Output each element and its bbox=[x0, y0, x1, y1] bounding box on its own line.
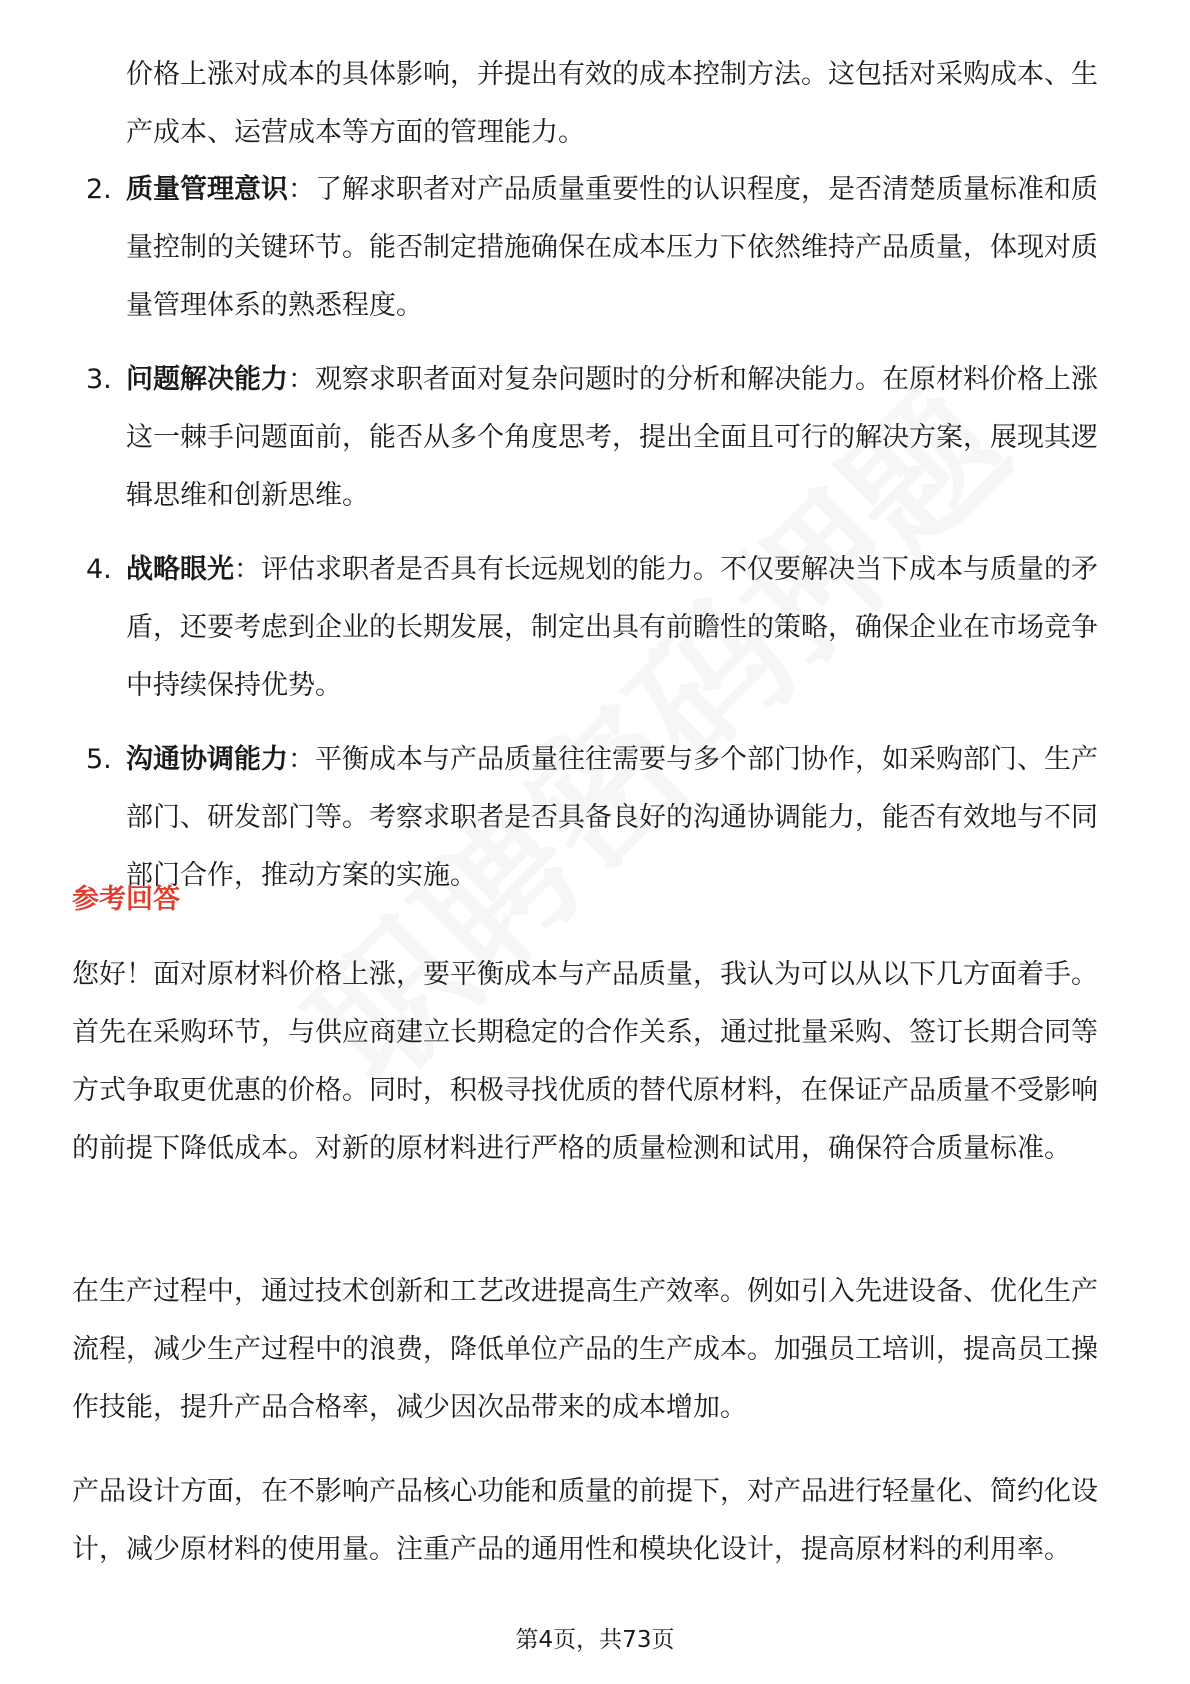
list-item-term: 质量管理意识 bbox=[126, 174, 288, 205]
list-item-separator: ： bbox=[288, 744, 315, 775]
answer-paragraph: 在生产过程中，通过技术创新和工艺改进提高生产效率。例如引入先进设备、优化生产流程，减少生产过程中的浪费，降低单位产品的生产成本。加强员工培训，提高员工操作技能，提升产品合格率，减少因次品带来的成本增加。 bbox=[72, 1276, 1098, 1423]
evaluation-points-list bbox=[86, 161, 1116, 921]
list-item-number: 3. bbox=[86, 364, 112, 395]
list-item-number: 4. bbox=[86, 554, 112, 585]
list-item bbox=[86, 541, 1116, 715]
list-item-text: 观察求职者面对复杂问题时的分析和解决能力。在原材料价格上涨这一棘手问题面前，能否从多个角度思考，提出全面且可行的解决方案，展现其逻辑思维和创新思维。 bbox=[126, 364, 1098, 511]
list-item bbox=[86, 351, 1116, 525]
answer-paragraph: 您好！面对原材料价格上涨，要平衡成本与产品质量，我认为可以从以下几方面着手。首先在采购环节，与供应商建立长期稳定的合作关系，通过批量采购、签订长期合同等方式争取更优惠的价格。同时，积极寻找优质的替代原材料，在保证产品质量不受影响的前提下降低成本。对新的原材料进行严格的质量检测和试用，确保符合质量标准。 bbox=[72, 959, 1098, 1164]
list-item-term: 战略眼光 bbox=[126, 554, 234, 585]
answer-heading: 参考回答 bbox=[72, 884, 180, 915]
list-item-number: 5. bbox=[86, 744, 112, 775]
list-item-number: 2. bbox=[86, 174, 112, 205]
list-item-text: 平衡成本与产品质量往往需要与多个部门协作，如采购部门、生产部门、研发部门等。考察求职者是否具备良好的沟通协调能力，能否有效地与不同部门合作，推动方案的实施。 bbox=[126, 744, 1098, 891]
list-item bbox=[86, 161, 1116, 335]
list-item-separator: ： bbox=[234, 554, 261, 585]
continuation-paragraph: 价格上涨对成本的具体影响，并提出有效的成本控制方法。这包括对采购成本、生产成本、运营成本等方面的管理能力。 bbox=[126, 59, 1098, 148]
list-item-text: 评估求职者是否具有长远规划的能力。不仅要解决当下成本与质量的矛盾，还要考虑到企业的长期发展，制定出具有前瞻性的策略，确保企业在市场竞争中持续保持优势。 bbox=[126, 554, 1098, 701]
list-item-term: 沟通协调能力 bbox=[126, 744, 288, 775]
list-item-separator: ： bbox=[288, 364, 315, 395]
list-item-term: 问题解决能力 bbox=[126, 364, 288, 395]
list-item-text: 了解求职者对产品质量重要性的认识程度，是否清楚质量标准和质量控制的关键环节。能否制定措施确保在成本压力下依然维持产品质量，体现对质量管理体系的熟悉程度。 bbox=[126, 174, 1098, 321]
page-footer: 第4页，共73页 bbox=[515, 1627, 675, 1653]
list-item-separator: ： bbox=[288, 174, 315, 205]
answer-paragraph: 产品设计方面，在不影响产品核心功能和质量的前提下，对产品进行轻量化、简约化设计，减少原材料的使用量。注重产品的通用性和模块化设计，提高原材料的利用率。 bbox=[72, 1476, 1098, 1565]
